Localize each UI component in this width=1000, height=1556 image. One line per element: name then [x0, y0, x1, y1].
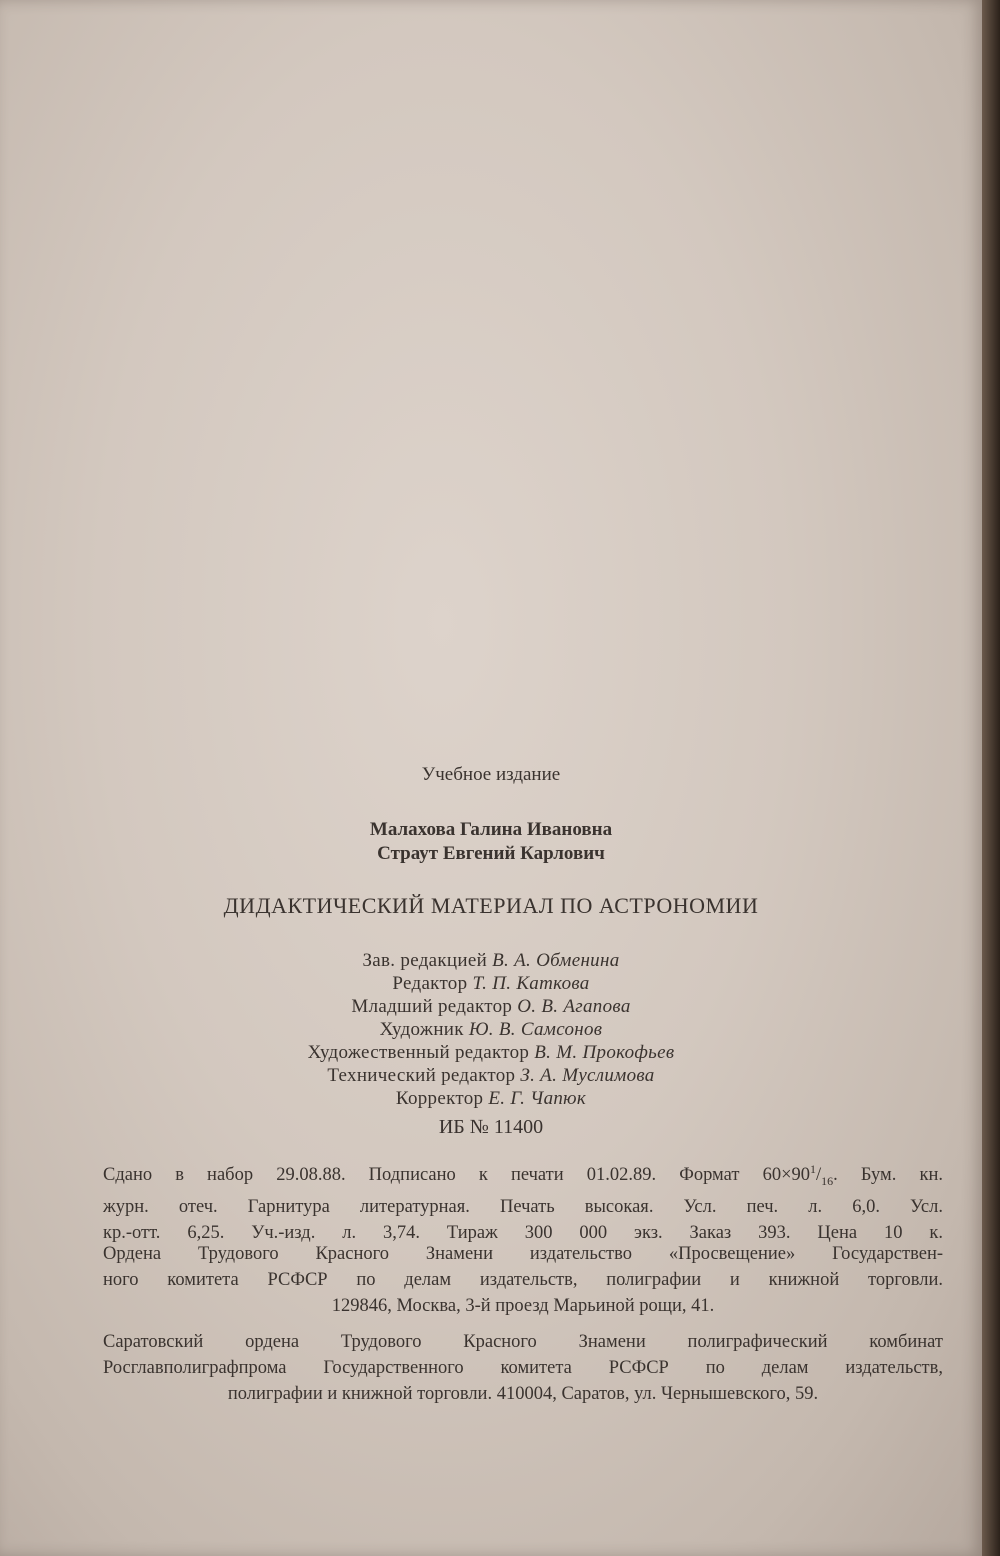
credit-line — [0, 1088, 982, 1110]
print-info-line: Сдано в набор 29.08.88. Подписано к печати 01.02.89. Формат $60\times 90^1/_{16}$. Бум. кн. — [103, 1162, 943, 1188]
publisher-line: Ордена Трудового Красного Знамени издательство «Просвещение» Государствен- — [103, 1244, 943, 1264]
credit-role: Технический редактор — [327, 1065, 516, 1086]
credit-line — [0, 1042, 982, 1064]
credit-name: Ю. В. Самсонов — [468, 1019, 603, 1040]
credit-name: Е. Г. Чапюк — [488, 1088, 587, 1109]
credit-line — [0, 1019, 982, 1041]
credit-role: Корректор — [395, 1088, 484, 1109]
credit-line — [0, 950, 982, 972]
credit-line — [0, 973, 982, 995]
author-2: Страут Евгений Карлович — [377, 843, 605, 864]
credit-role: Редактор — [392, 973, 468, 994]
printer-paragraph — [103, 1329, 943, 1407]
credit-role: Художественный редактор — [307, 1042, 530, 1063]
edition-type: Учебное издание — [421, 764, 561, 785]
credit-name: В. М. Прокофьев — [534, 1042, 675, 1063]
credit-role: Младший редактор — [351, 996, 513, 1017]
print-info-line: журн. отеч. Гарнитура литературная. Печать высокая. Усл. печ. л. 6,0. Усл. — [103, 1196, 943, 1217]
credit-line — [0, 996, 982, 1018]
credit-name: З. А. Муслимова — [520, 1065, 655, 1086]
author-1: Малахова Галина Ивановна — [369, 819, 613, 840]
credit-name: О. В. Агапова — [517, 996, 631, 1017]
printer-line: Саратовский ордена Трудового Красного Знамени полиграфический комбинат — [103, 1332, 943, 1352]
credit-name: В. А. Обменина — [492, 950, 620, 971]
publisher-paragraph — [103, 1241, 943, 1319]
print-info-line: кр.-отт. 6,25. Уч.-изд. л. 3,74. Тираж 300 000 экз. Заказ 393. Цена 10 к. — [103, 1222, 943, 1243]
print-info-paragraph — [103, 1156, 943, 1246]
ib-number: ИБ № 11400 — [438, 1116, 544, 1138]
credit-line — [0, 1065, 982, 1087]
publisher-line: 129846, Москва, 3-й проезд Марьиной рощи, 41. — [331, 1296, 715, 1316]
printer-line: Росглавполиграфпрома Государственного комитета РСФСР по делам издательств, — [103, 1358, 943, 1378]
credit-role: Зав. редакцией — [362, 950, 488, 971]
book-spine-edge — [982, 0, 1000, 1556]
credit-role: Художник — [379, 1019, 464, 1040]
book-title: ДИДАКТИЧЕСКИЙ МАТЕРИАЛ ПО АСТРОНОМИИ — [223, 893, 759, 918]
credit-name: Т. П. Каткова — [472, 973, 590, 994]
printer-line: полиграфии и книжной торговли. 410004, Саратов, ул. Чернышевского, 59. — [227, 1384, 819, 1404]
publisher-line: ного комитета РСФСР по делам издательств, полиграфии и книжной торговли. — [103, 1270, 943, 1290]
